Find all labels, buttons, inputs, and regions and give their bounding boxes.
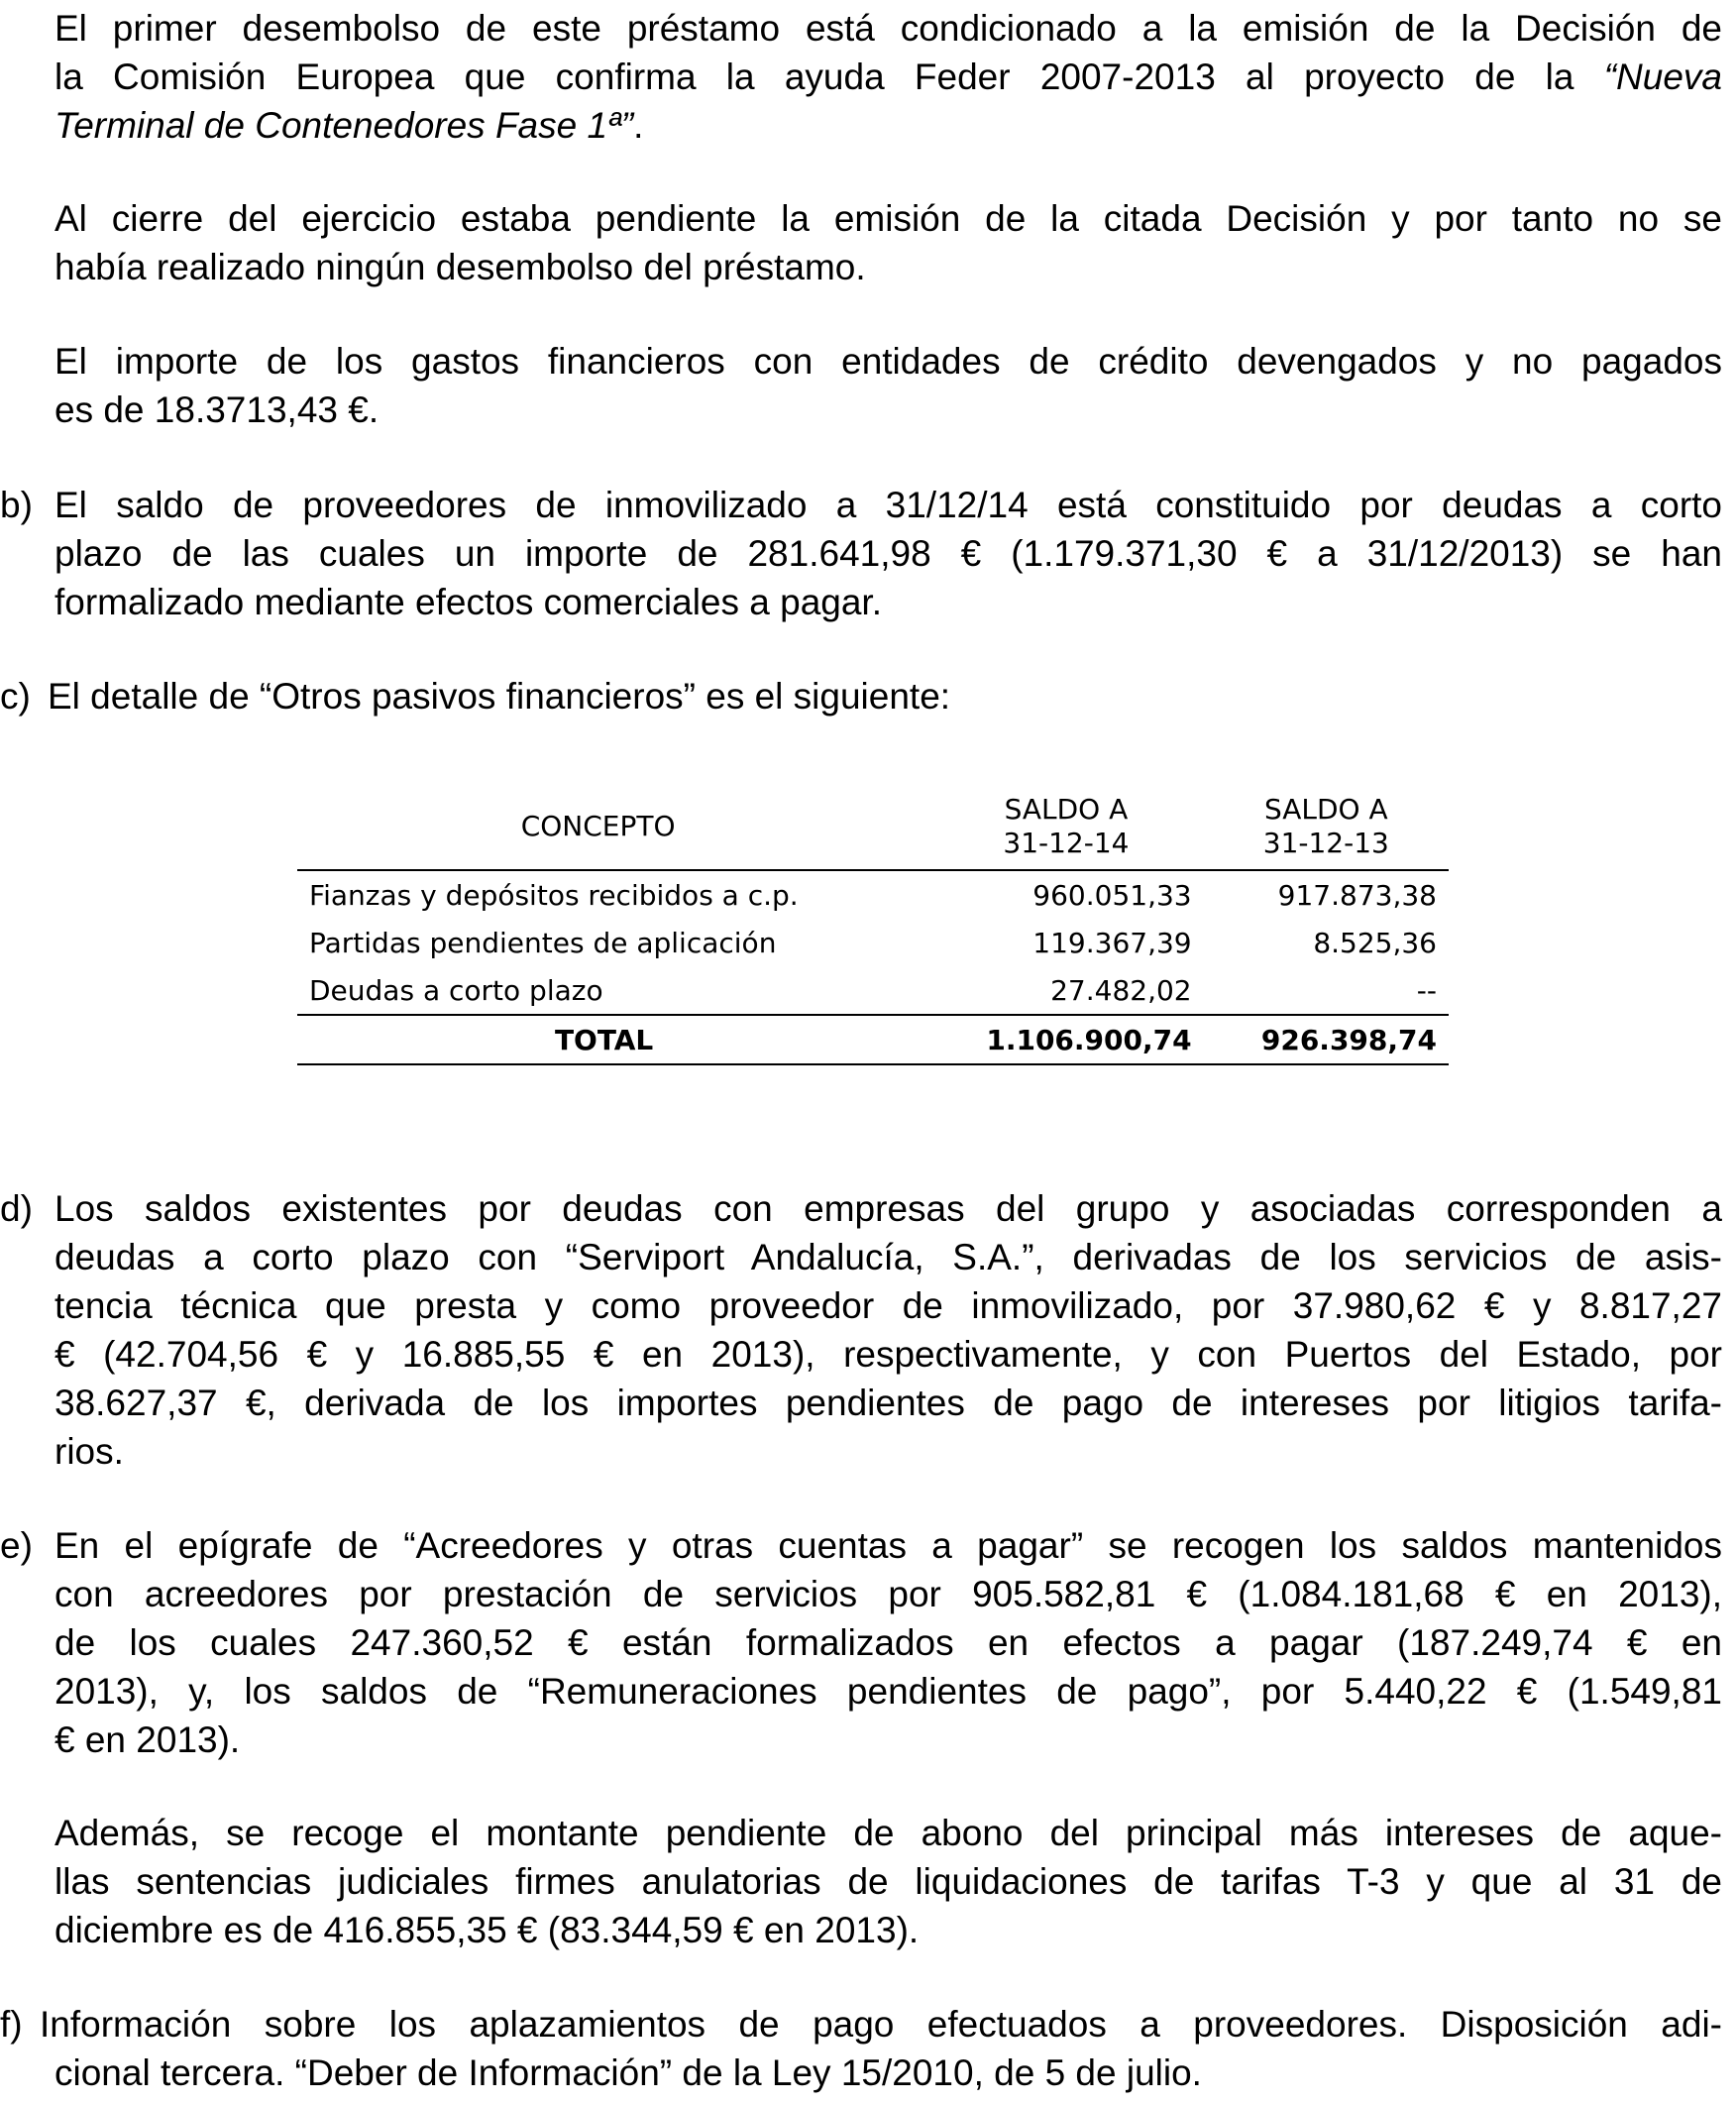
table-row (297, 919, 1449, 966)
header-line: 31-12-14 (1003, 826, 1130, 859)
text-line: cional tercera. “Deber de Información” de la Ley 15/2010, de 5 de julio. (54, 2052, 1202, 2093)
text-line: € (42.704,56 € y 16.885,55 € en 2013), respectivamente, y con Puertos del Estado, por (54, 1334, 1722, 1375)
cell-balance-2014: 27.482,02 (928, 966, 1203, 1015)
table (297, 783, 1449, 1065)
text-line: plazo de las cuales un importe de 281.641,98 € (1.179.371,30 € a 31/12/2013) se han (54, 533, 1722, 574)
text-line: Además, se recoge el montante pendiente de abono del principal más intereses de aque- (54, 1813, 1722, 1853)
item-text (40, 2000, 1722, 2097)
text-line: Los saldos existentes por deudas con empresas del grupo y asociadas corresponden a (54, 1188, 1722, 1229)
cell-concept: Fianzas y depósitos recibidos a c.p. (309, 878, 799, 912)
table-header-row (297, 783, 1449, 870)
text-line: rios. (54, 1431, 124, 1472)
text-line (54, 101, 1722, 150)
text-line: 38.627,37 €, derivada de los importes pendientes de pago de intereses por litigios tarifa- (54, 1383, 1722, 1423)
paragraph-decision-condition (0, 4, 1722, 150)
text-line: El importe de los gastos financieros con entidades de crédito devengados y no pagados (54, 341, 1722, 382)
paragraph-year-end-status (0, 194, 1722, 291)
text-line: 2013), y, los saldos de “Remuneraciones pendientes de pago”, por 5.440,22 € (1.549,81 (54, 1671, 1722, 1712)
item-marker: e) (0, 1525, 33, 1566)
item-text (54, 1521, 1722, 1764)
item-text (54, 1184, 1722, 1476)
table-row (297, 870, 1449, 919)
cell-concept: Deudas a corto plazo (297, 966, 928, 1015)
header-line: SALDO A (1263, 792, 1388, 826)
item-marker: c) (0, 676, 31, 717)
item-marker: f) (0, 2004, 23, 2045)
text-line: Información sobre los aplazamientos de pago efectuados a proveedores. Disposición adi- (40, 2004, 1722, 2045)
header-concept: CONCEPTO (297, 783, 928, 870)
item-d (0, 1184, 1722, 1476)
cell-balance-2013: 917.873,38 (1277, 878, 1437, 912)
item-b (0, 481, 1722, 626)
text-line: llas sentencias judiciales firmes anulatorias de liquidaciones de tarifas T-3 y que al 31 de (54, 1861, 1722, 1902)
cell-total-label: TOTAL (297, 1015, 928, 1064)
text-line: tencia técnica que presta y como proveedor de inmovilizado, por 37.980,62 € y 8.817,27 (54, 1285, 1722, 1326)
text-line (54, 53, 1722, 101)
cell-balance-2013: -- (1204, 966, 1449, 1015)
item-text (48, 672, 1722, 720)
item-e (0, 1521, 1722, 1764)
text-segment: . (633, 105, 644, 146)
cell-concept: Partidas pendientes de aplicación (309, 926, 777, 959)
text-line: € en 2013). (54, 1719, 241, 1760)
cell-balance-2014: 960.051,33 (1032, 878, 1192, 912)
item-marker: b) (0, 485, 33, 525)
paragraph-court-rulings (0, 1809, 1722, 1954)
text-line: diciembre es de 416.855,35 € (83.344,59 € en 2013). (54, 1910, 920, 1950)
text-line: deudas a corto plazo con “Serviport Andalucía, S.A.”, derivadas de los servicios de asis- (54, 1237, 1722, 1277)
text-segment: la Comisión Europea que confirma la ayuda Feder 2007-2013 al proyecto de la (54, 56, 1604, 97)
text-line: es de 18.3713,43 €. (54, 389, 380, 430)
header-balance-2013 (1204, 783, 1449, 870)
paragraph-financial-expenses (0, 337, 1722, 434)
cell-total-2013: 926.398,74 (1204, 1015, 1449, 1064)
other-financial-liabilities-table (297, 783, 1449, 1065)
text-line: En el epígrafe de “Acreedores y otras cuentas a pagar” se recogen los saldos mantenidos (54, 1525, 1722, 1566)
text-line: había realizado ningún desembolso del préstamo. (54, 247, 866, 287)
text-line: El primer desembolso de este préstamo está condicionado a la emisión de la Decisión de (54, 8, 1722, 49)
text-line: Al cierre del ejercicio estaba pendiente la emisión de la citada Decisión y por tanto no se (54, 198, 1722, 239)
italic-project-name: “Nueva (1603, 56, 1722, 97)
cell-total-2014: 1.106.900,74 (928, 1015, 1203, 1064)
text-line: de los cuales 247.360,52 € están formalizados en efectos a pagar (187.249,74 € en (54, 1622, 1722, 1663)
cell-balance-2013: 8.525,36 (1313, 926, 1437, 959)
header-line: SALDO A (1004, 792, 1129, 826)
text-line: El saldo de proveedores de inmovilizado a 31/12/14 está constituido por deudas a corto (54, 485, 1722, 525)
cell-balance-2014: 119.367,39 (1032, 926, 1192, 959)
item-f (0, 2000, 1722, 2097)
item-text (54, 481, 1722, 626)
text-line: con acreedores por prestación de servicios por 905.582,81 € (1.084.181,68 € en 2013), (54, 1574, 1722, 1614)
item-c (0, 672, 1722, 720)
header-balance-2014 (928, 783, 1203, 870)
header-line: 31-12-13 (1262, 826, 1389, 859)
table-total-row (297, 1015, 1449, 1064)
text-line: formalizado mediante efectos comerciales a pagar. (54, 582, 882, 622)
italic-project-name: Terminal de Contenedores Fase 1ª” (54, 105, 634, 146)
table-row (297, 966, 1449, 1015)
item-marker: d) (0, 1188, 33, 1229)
text-line: El detalle de “Otros pasivos financieros” es el siguiente: (48, 676, 951, 717)
